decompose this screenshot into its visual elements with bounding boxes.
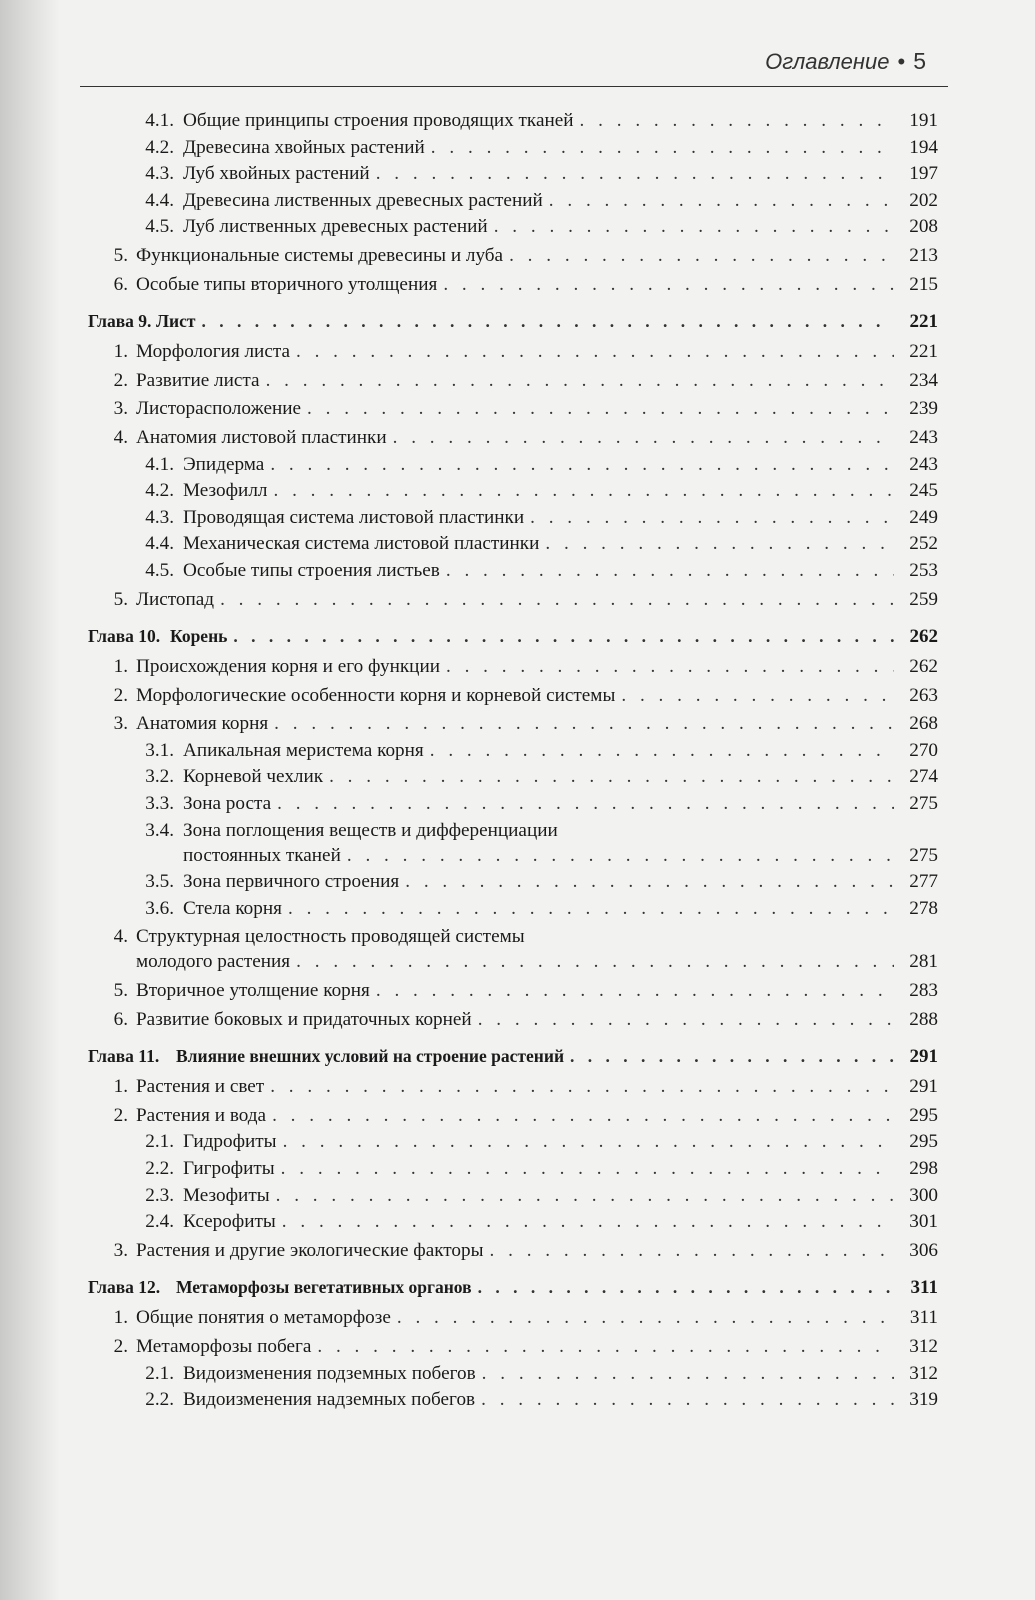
entry-number: 1. bbox=[113, 656, 128, 678]
entry-number: 4.1. bbox=[145, 110, 174, 131]
toc-entry bbox=[88, 1156, 938, 1183]
entry-title: Листорасположение bbox=[136, 398, 302, 420]
dot-leader bbox=[270, 1074, 894, 1101]
entry-title: Листопад bbox=[136, 588, 215, 610]
entry-number: 4.1. bbox=[145, 453, 174, 475]
chapter-heading bbox=[88, 623, 938, 650]
entry-page: 295 bbox=[909, 1104, 938, 1126]
toc-entry bbox=[88, 683, 938, 710]
chapter-heading bbox=[88, 1274, 938, 1301]
dot-leader bbox=[329, 764, 894, 791]
toc-entry-wrapped-line2 bbox=[88, 949, 938, 976]
toc-entry bbox=[88, 1387, 938, 1414]
entry-page: 213 bbox=[909, 244, 938, 266]
dot-leader bbox=[277, 791, 894, 818]
dot-leader bbox=[272, 1103, 894, 1130]
chapter-number: Глава 9. bbox=[88, 311, 152, 332]
entry-number: 3. bbox=[113, 713, 128, 735]
chapter-title: Лист bbox=[156, 311, 196, 332]
entry-title: Древесина лиственных древесных растений bbox=[183, 189, 543, 211]
toc-entry bbox=[88, 558, 938, 585]
entry-number: 4.3. bbox=[145, 506, 174, 528]
dot-leader bbox=[482, 1361, 894, 1388]
entry-title: Мезофилл bbox=[183, 480, 268, 502]
chapter-title: Корень bbox=[170, 626, 228, 647]
entry-title: Апикальная меристема корня bbox=[183, 739, 424, 761]
entry-page: 268 bbox=[909, 713, 938, 735]
dot-leader bbox=[281, 1156, 894, 1183]
entry-page: 311 bbox=[909, 1307, 938, 1329]
entry-page: 194 bbox=[909, 136, 938, 158]
dot-leader bbox=[570, 1043, 894, 1070]
dot-leader bbox=[478, 1274, 894, 1301]
header-text bbox=[765, 48, 926, 75]
chapter-page: 262 bbox=[909, 626, 938, 648]
toc-entry bbox=[88, 396, 938, 423]
entry-title: Мезофиты bbox=[183, 1184, 270, 1206]
toc-entry bbox=[88, 869, 938, 896]
toc-entry bbox=[88, 135, 938, 162]
entry-title: Механическая система листовой пластинки bbox=[183, 533, 540, 555]
chapter-page: 291 bbox=[909, 1046, 938, 1068]
dot-leader bbox=[296, 949, 894, 976]
entry-number: 3.5. bbox=[145, 871, 174, 893]
chapter-number: Глава 12. bbox=[88, 1277, 161, 1298]
toc-entry-wrapped-line2 bbox=[88, 843, 938, 870]
entry-number: 2.2. bbox=[145, 1389, 174, 1411]
entry-number: 4.4. bbox=[145, 533, 174, 555]
dot-leader bbox=[509, 243, 894, 270]
entry-title: Видоизменения надземных побегов bbox=[183, 1389, 476, 1411]
entry-page: 263 bbox=[909, 684, 938, 706]
entry-number: 3.3. bbox=[145, 793, 174, 815]
dot-leader bbox=[443, 272, 894, 299]
dot-leader bbox=[580, 108, 894, 135]
entry-number: 1. bbox=[113, 341, 128, 363]
entry-page: 215 bbox=[909, 273, 938, 295]
dot-leader bbox=[430, 738, 894, 765]
entry-number: 2.4. bbox=[145, 1211, 174, 1233]
entry-title: Общие принципы строения проводящих тканей bbox=[183, 110, 574, 131]
entry-page: 298 bbox=[909, 1158, 938, 1179]
entry-number: 5. bbox=[113, 980, 128, 1002]
chapter-page: 311 bbox=[910, 1277, 938, 1299]
entry-number: 5. bbox=[113, 244, 128, 266]
dot-leader bbox=[530, 505, 894, 532]
entry-page: 234 bbox=[909, 369, 938, 391]
toc-entry bbox=[88, 425, 938, 452]
chapter-title: Метаморфозы вегетативных органов bbox=[176, 1277, 472, 1298]
entry-page: 275 bbox=[909, 844, 938, 866]
entry-title: Происхождения корня и его функции bbox=[136, 656, 440, 678]
dot-leader bbox=[276, 1183, 894, 1210]
toc-entry bbox=[88, 1183, 938, 1210]
entry-title: Особые типы строения листьев bbox=[183, 559, 440, 581]
entry-title: Древесина хвойных растений bbox=[183, 136, 425, 158]
entry-page: 278 bbox=[909, 897, 938, 919]
entry-number: 3.2. bbox=[145, 766, 174, 788]
entry-title: Растения и вода bbox=[136, 1104, 267, 1126]
toc-entry bbox=[88, 978, 938, 1005]
entry-title: Растения и свет bbox=[136, 1076, 265, 1098]
chapter-title: Влияние внешних условий на строение растений bbox=[176, 1046, 565, 1067]
dot-leader bbox=[282, 1209, 894, 1236]
toc-entry bbox=[88, 738, 938, 765]
entry-title: Особые типы вторичного утолщения bbox=[136, 273, 438, 295]
entry-page: 281 bbox=[909, 951, 938, 973]
entry-number: 2.2. bbox=[145, 1158, 174, 1179]
entry-title: Растения и другие экологические факторы bbox=[136, 1239, 484, 1261]
toc-entry bbox=[88, 214, 938, 241]
toc-entry bbox=[88, 1305, 938, 1332]
entry-number: 4.2. bbox=[145, 480, 174, 502]
entry-number: 2.1. bbox=[145, 1131, 174, 1153]
entry-title: Зона поглощения веществ и дифференциации bbox=[183, 819, 558, 841]
toc-entry bbox=[88, 1007, 938, 1034]
running-header bbox=[80, 44, 948, 87]
dot-leader bbox=[494, 214, 894, 241]
entry-title: Луб лиственных древесных растений bbox=[183, 216, 488, 238]
toc-entry bbox=[88, 505, 938, 532]
toc-entry bbox=[88, 791, 938, 818]
entry-title: Ксерофиты bbox=[183, 1211, 276, 1233]
entry-title: Развитие листа bbox=[136, 369, 260, 391]
entry-page: 221 bbox=[909, 341, 938, 363]
dot-leader bbox=[274, 711, 894, 738]
toc-entry bbox=[88, 654, 938, 681]
entry-page: 295 bbox=[909, 1131, 938, 1153]
entry-title-continued: постоянных тканей bbox=[183, 844, 341, 866]
toc-entry bbox=[88, 452, 938, 479]
toc-entry bbox=[88, 896, 938, 923]
entry-title: Морфологические особенности корня и корневой системы bbox=[136, 684, 616, 706]
entry-title: Гидрофиты bbox=[183, 1131, 277, 1153]
entry-title: Зона первичного строения bbox=[183, 871, 400, 893]
dot-leader bbox=[376, 161, 894, 188]
chapter-heading bbox=[88, 1043, 938, 1070]
dot-leader bbox=[397, 1305, 894, 1332]
entry-title: Общие понятия о метаморфозе bbox=[136, 1307, 391, 1329]
entry-page: 243 bbox=[909, 426, 938, 448]
entry-number: 4.5. bbox=[145, 216, 174, 238]
entry-title: Гигрофиты bbox=[183, 1158, 275, 1179]
entry-title: Проводящая система листовой пластинки bbox=[183, 506, 525, 528]
entry-page: 245 bbox=[909, 480, 938, 502]
entry-page: 300 bbox=[909, 1184, 938, 1206]
entry-number: 1. bbox=[113, 1076, 128, 1098]
table-of-contents bbox=[88, 108, 938, 1414]
entry-number: 2. bbox=[113, 369, 128, 391]
toc-group bbox=[88, 108, 938, 298]
toc-entry bbox=[88, 711, 938, 738]
entry-page: 239 bbox=[909, 398, 938, 420]
entry-page: 301 bbox=[909, 1211, 938, 1233]
entry-title: Видоизменения подземных побегов bbox=[183, 1362, 476, 1384]
dot-leader bbox=[376, 978, 894, 1005]
toc-entry bbox=[88, 108, 938, 135]
entry-page: 208 bbox=[909, 216, 938, 238]
entry-page: 249 bbox=[909, 506, 938, 528]
toc-entry-wrapped-line1 bbox=[88, 818, 938, 843]
toc-entry bbox=[88, 478, 938, 505]
entry-title: Эпидерма bbox=[183, 453, 265, 475]
dot-leader bbox=[347, 843, 894, 870]
entry-page: 202 bbox=[909, 189, 938, 211]
toc-entry bbox=[88, 1103, 938, 1130]
entry-title: Структурная целостность проводящей системы bbox=[136, 926, 525, 948]
entry-number: 6. bbox=[113, 1008, 128, 1030]
toc-entry bbox=[88, 272, 938, 299]
entry-page: 312 bbox=[909, 1362, 938, 1384]
dot-leader bbox=[283, 1129, 894, 1156]
entry-number: 4.2. bbox=[145, 136, 174, 158]
entry-page: 191 bbox=[909, 110, 938, 131]
toc-entry bbox=[88, 764, 938, 791]
dot-leader bbox=[549, 188, 894, 215]
toc-entry bbox=[88, 368, 938, 395]
entry-number: 3.1. bbox=[145, 739, 174, 761]
entry-number: 5. bbox=[113, 588, 128, 610]
entry-page: 312 bbox=[909, 1335, 938, 1357]
dot-leader bbox=[270, 452, 894, 479]
page-gutter-shadow bbox=[0, 0, 60, 1600]
entry-page: 252 bbox=[909, 533, 938, 555]
entry-number: 3. bbox=[113, 398, 128, 420]
entry-title: Анатомия корня bbox=[136, 713, 269, 735]
entry-number: 2.1. bbox=[145, 1362, 174, 1384]
entry-number: 4. bbox=[113, 926, 128, 948]
dot-leader bbox=[446, 654, 894, 681]
dot-leader bbox=[478, 1007, 894, 1034]
dot-leader bbox=[273, 478, 894, 505]
entry-page: 277 bbox=[909, 871, 938, 893]
dot-leader bbox=[220, 587, 894, 614]
toc-entry bbox=[88, 1129, 938, 1156]
toc-entry bbox=[88, 188, 938, 215]
header-bullet: • bbox=[897, 49, 906, 74]
entry-number: 4.3. bbox=[145, 163, 174, 185]
entry-page: 270 bbox=[909, 739, 938, 761]
entry-page: 274 bbox=[909, 766, 938, 788]
toc-entry bbox=[88, 339, 938, 366]
entry-number: 2. bbox=[113, 684, 128, 706]
entry-number: 3.6. bbox=[145, 897, 174, 919]
entry-title: Корневой чехлик bbox=[183, 766, 324, 788]
entry-title: Стела корня bbox=[183, 897, 282, 919]
entry-page: 253 bbox=[909, 559, 938, 581]
dot-leader bbox=[266, 368, 894, 395]
toc-entry bbox=[88, 1361, 938, 1388]
entry-number: 4.4. bbox=[145, 189, 174, 211]
toc-entry bbox=[88, 1074, 938, 1101]
dot-leader bbox=[296, 339, 894, 366]
entry-page: 306 bbox=[909, 1239, 938, 1261]
entry-title: Морфология листа bbox=[136, 341, 290, 363]
entry-page: 291 bbox=[909, 1076, 938, 1098]
entry-number: 2.3. bbox=[145, 1184, 174, 1206]
chapter-page: 221 bbox=[909, 311, 938, 333]
dot-leader bbox=[288, 896, 894, 923]
entry-number: 2. bbox=[113, 1104, 128, 1126]
entry-title: Вторичное утолщение корня bbox=[136, 980, 370, 1002]
dot-leader bbox=[233, 623, 894, 650]
entry-page: 197 bbox=[909, 163, 938, 185]
dot-leader bbox=[490, 1238, 894, 1265]
entry-page: 262 bbox=[909, 656, 938, 678]
entry-title: Луб хвойных растений bbox=[183, 163, 370, 185]
entry-title: Метаморфозы побега bbox=[136, 1335, 312, 1357]
toc-entry bbox=[88, 587, 938, 614]
entry-page: 283 bbox=[909, 980, 938, 1002]
chapter-number: Глава 10. bbox=[88, 626, 161, 647]
dot-leader bbox=[545, 531, 894, 558]
entry-number: 6. bbox=[113, 273, 128, 295]
entry-number: 4.5. bbox=[145, 559, 174, 581]
entry-number: 1. bbox=[113, 1307, 128, 1329]
entry-page: 275 bbox=[909, 793, 938, 815]
dot-leader bbox=[317, 1334, 894, 1361]
entry-page: 319 bbox=[909, 1389, 938, 1411]
header-page-number: 5 bbox=[913, 48, 926, 74]
entry-title-continued: молодого растения bbox=[136, 951, 291, 973]
dot-leader bbox=[431, 135, 894, 162]
entry-number: 3. bbox=[113, 1239, 128, 1261]
dot-leader bbox=[405, 869, 894, 896]
entry-title: Анатомия листовой пластинки bbox=[136, 426, 387, 448]
entry-page: 259 bbox=[909, 588, 938, 610]
dot-leader bbox=[481, 1387, 894, 1414]
entry-page: 243 bbox=[909, 453, 938, 475]
dot-leader bbox=[202, 308, 895, 335]
header-title: Оглавление bbox=[765, 49, 890, 74]
dot-leader bbox=[621, 683, 894, 710]
dot-leader bbox=[393, 425, 894, 452]
entry-number: 4. bbox=[113, 426, 128, 448]
entry-title: Развитие боковых и придаточных корней bbox=[136, 1008, 472, 1030]
entry-number: 2. bbox=[113, 1335, 128, 1357]
toc-entry bbox=[88, 1334, 938, 1361]
toc-entry bbox=[88, 1209, 938, 1236]
toc-entry bbox=[88, 243, 938, 270]
entry-title: Зона роста bbox=[183, 793, 272, 815]
chapter-number: Глава 11. bbox=[88, 1046, 160, 1067]
toc-entry bbox=[88, 531, 938, 558]
dot-leader bbox=[307, 396, 894, 423]
entry-number: 3.4. bbox=[145, 819, 174, 841]
entry-page: 288 bbox=[909, 1008, 938, 1030]
dot-leader bbox=[446, 558, 894, 585]
chapter-heading bbox=[88, 308, 938, 335]
toc-entry-wrapped-line1 bbox=[88, 924, 938, 949]
entry-title: Функциональные системы древесины и луба bbox=[136, 244, 504, 266]
toc-entry bbox=[88, 1238, 938, 1265]
toc-entry bbox=[88, 161, 938, 188]
